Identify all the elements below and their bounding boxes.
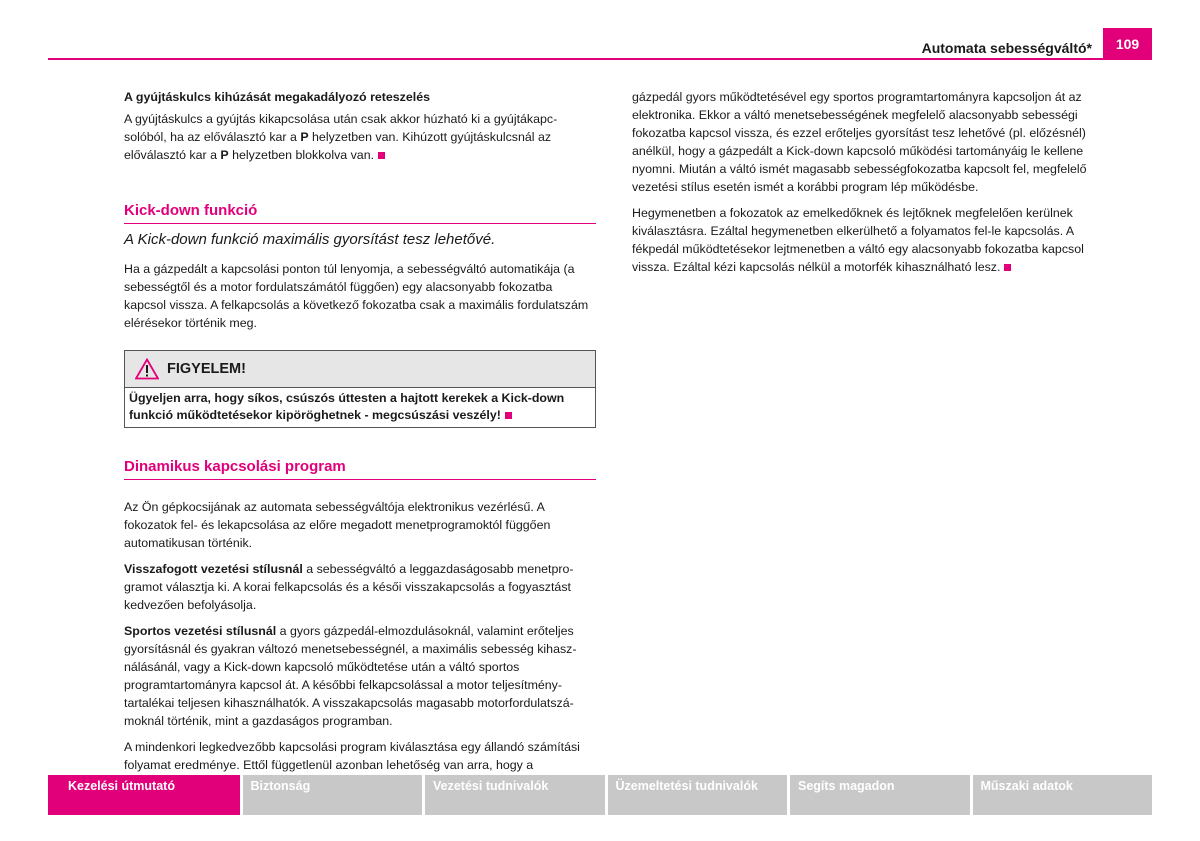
header-rule <box>48 58 1152 60</box>
key-lock-text-2: helyzetben van. Kihúzott gyújtáskulcsnál az előválasztó kar a <box>124 130 552 162</box>
dynamic-p2 <box>124 560 596 614</box>
dynamic-section <box>124 458 596 774</box>
right-p2-text: Hegymenetben a fokozatok az emelkedőknek és lejtőknek megfelelően kerülnek kiválasztásra. Ezáltal hegymenetben elkerülhető a folyamatos fel-le kapcsolás. A fékpedál működtetésekor lejtmenetben a váltó egy alacsonyabb fokozatba kapcsol vissza. Ezáltal kézi kapcsolás nélkül a motorfék kihasználható lesz. <box>632 206 1084 274</box>
kickdown-heading: Kick-down funkció <box>124 202 596 224</box>
gear-p-label: P <box>220 148 229 162</box>
warning-text <box>125 388 595 427</box>
key-lock-title: A gyújtáskulcs kihúzását megakadályozó reteszelés <box>124 90 430 104</box>
warning-header <box>125 351 595 388</box>
right-p1: gázpedál gyors működtetésével egy sportos programtartományra kapcsoljon át az elektronika. Ekkor a váltó menetsebességének megfelelő alacsonyabb sebességi fokozatba kapcsol vissza, és ezzel erőteljes gyorsítást tesz lehetővé (pl. előzésnél) anélkül, hogy a gázpedált a Kick-down kapcsoló működési tartományáig le kellene nyomni. Miután a váltó ismét magasabb sebességfokozatba kapcsolt fel, megfelelő vezetési stílus esetén ismét a korábbi program lép működésbe. <box>632 90 1087 194</box>
nav-tab-biztonsag[interactable]: Biztonság <box>243 775 423 815</box>
key-lock-text-1: A gyújtáskulcs a gyújtás kikapcsolása után csak akkor húzható ki a gyújtákapc-solóból, ha az előválasztó kar a <box>124 112 558 144</box>
warning-box <box>124 350 596 428</box>
nav-tab-uzemeltetesi-tudnivalok[interactable]: Üzemeltetési tudnivalók <box>608 775 788 815</box>
kickdown-body: Ha a gázpedált a kapcsolási ponton túl lenyomja, a sebességváltó automatikája (a sebességtől és a motor fordulatszámától függően) egy alacsonyabb fokozatba kapcsol vissza. A felkapcsolás a következő fokozatba csak a maximális fordulatszám elérésekor történik meg. <box>124 262 589 330</box>
section-end-icon <box>1004 264 1011 271</box>
dynamic-p1: Az Ön gépkocsijának az automata sebességváltója elektronikus vezérlésű. A fokozatok fel- és lekapcsolása az előre megadott menetprogramoktól függően automatikusan történik. <box>124 500 551 550</box>
gear-p-label: P <box>300 130 309 144</box>
page-number: 109 <box>1103 28 1152 60</box>
dynamic-p3-rest: a gyors gázpedál-elmozdulásoknál, valamint erőteljes gyorsításnál és gyakran változó menetsebességnél, a maximális sebesség kihasz-nálásánál, vagy a Kick-down kapcsoló működtetése után a váltó sportos programtartományra kapcsol át. A későbbi felkapcsolással a motor teljesítmény-tartalékai teljesen kihasználhatók. A visszakapcsolás magasabb motorfordulatszá-moknál történik, mint a gazdaságos programban. <box>124 624 577 728</box>
right-p2 <box>632 204 1104 276</box>
dynamic-p4: A mindenkori legkedvezőbb kapcsolási program kiválasztása egy állandó számítási folyamat eredménye. Ettől függetlenül azonban lehetőség van arra, hogy a <box>124 740 580 772</box>
dynamic-p3-bold: Sportos vezetési stílusnál <box>124 624 277 638</box>
key-lock-text-3: helyzetben blokkolva van. <box>228 148 375 162</box>
key-lock-block <box>124 88 596 164</box>
kickdown-section <box>124 202 596 332</box>
right-column <box>632 88 1104 284</box>
section-end-icon <box>505 412 512 419</box>
warning-title: FIGYELEM! <box>167 361 246 377</box>
key-lock-text <box>124 110 596 164</box>
dynamic-p2-rest: a sebességváltó a leggazdaságosabb menetpro-gramot választja ki. A korai felkapcsolás és a késői visszakapcsolás a fogyasztást kedvezően befolyásolja. <box>124 562 574 612</box>
warning-text-content: Ügyeljen arra, hogy síkos, csúszós úttesten a hajtott kerekek a Kick-down funkció működtetésekor kipöröghetnek - megcsúszási veszély! <box>129 391 565 422</box>
left-column <box>124 88 596 782</box>
dynamic-p2-bold: Visszafogott vezetési stílusnál <box>124 562 303 576</box>
kickdown-intro: A Kick-down funkció maximális gyorsítást tesz lehetővé. <box>124 231 496 248</box>
dynamic-p3 <box>124 622 596 730</box>
nav-tab-vezetesi-tudnivalok[interactable]: Vezetési tudnivalók <box>425 775 605 815</box>
page-header-title: Automata sebességváltó* <box>921 40 1092 56</box>
nav-tab-kezelesi-utmutato[interactable]: Kezelési útmutató <box>48 775 240 815</box>
section-end-icon <box>378 152 385 159</box>
nav-tab-segits-magadon[interactable]: Segíts magadon <box>790 775 970 815</box>
warning-triangle-icon <box>135 358 159 380</box>
nav-tab-muszaki-adatok[interactable]: Műszaki adatok <box>973 775 1153 815</box>
footer-nav <box>48 775 1152 815</box>
dynamic-heading: Dinamikus kapcsolási program <box>124 458 596 480</box>
